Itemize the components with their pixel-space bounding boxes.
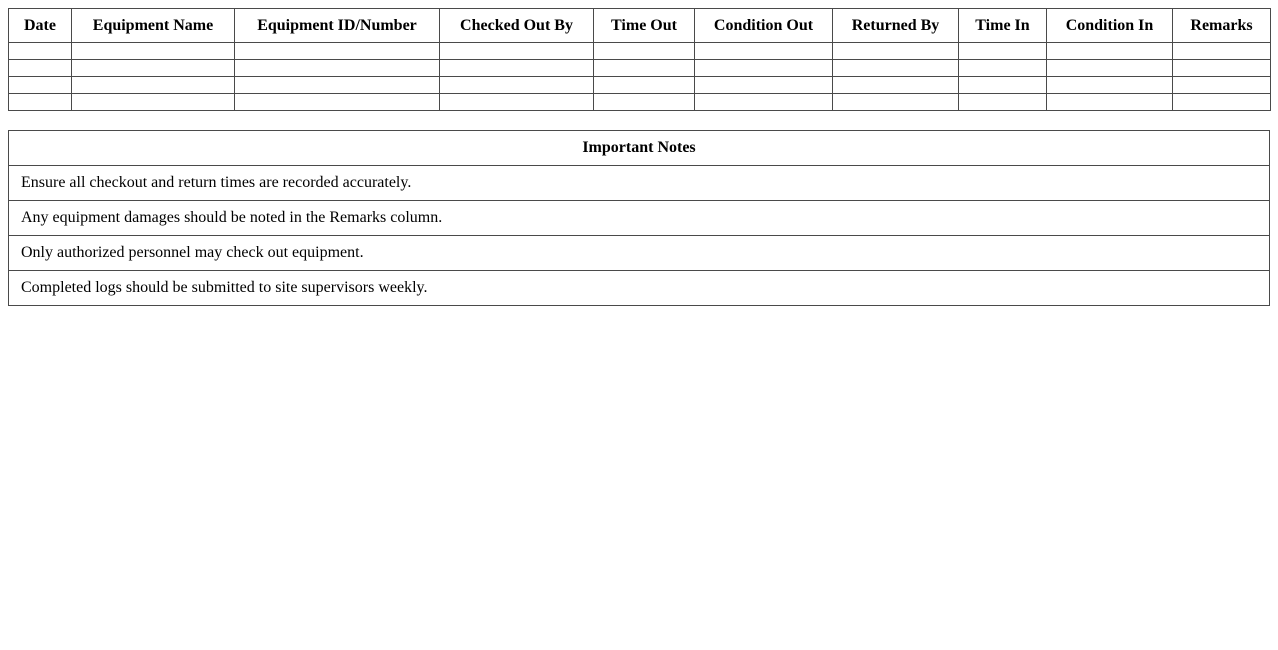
note-row [9,271,1270,306]
table-cell[interactable] [594,43,695,60]
table-row [9,77,1271,94]
column-header-remarks: Remarks [1173,9,1271,43]
table-cell[interactable] [833,43,959,60]
table-header-row [9,9,1271,43]
table-cell[interactable] [9,94,72,111]
important-notes-table [8,130,1270,306]
table-cell[interactable] [959,77,1047,94]
table-cell[interactable] [72,60,235,77]
table-row [9,43,1271,60]
table-cell[interactable] [235,43,440,60]
notes-title: Important Notes [9,131,1270,166]
note-text: Any equipment damages should be noted in the Remarks column. [9,201,1270,236]
table-cell[interactable] [1047,60,1173,77]
table-cell[interactable] [1047,94,1173,111]
table-row [9,94,1271,111]
column-header-condition-in: Condition In [1047,9,1173,43]
table-cell[interactable] [833,60,959,77]
table-cell[interactable] [9,60,72,77]
table-cell[interactable] [695,77,833,94]
column-header-checked-out-by: Checked Out By [440,9,594,43]
note-row [9,201,1270,236]
table-cell[interactable] [833,77,959,94]
table-cell[interactable] [833,94,959,111]
column-header-equipment-name: Equipment Name [72,9,235,43]
table-cell[interactable] [1173,43,1271,60]
table-cell[interactable] [235,77,440,94]
table-cell[interactable] [594,77,695,94]
table-cell[interactable] [695,43,833,60]
table-cell[interactable] [440,77,594,94]
table-cell[interactable] [440,43,594,60]
table-cell[interactable] [235,94,440,111]
table-row [9,60,1271,77]
notes-header-row [9,131,1270,166]
table-cell[interactable] [1173,77,1271,94]
table-cell[interactable] [959,43,1047,60]
table-cell[interactable] [72,94,235,111]
table-cell[interactable] [695,60,833,77]
note-text: Only authorized personnel may check out equipment. [9,236,1270,271]
table-cell[interactable] [1047,77,1173,94]
column-header-condition-out: Condition Out [695,9,833,43]
table-cell[interactable] [1047,43,1173,60]
table-cell[interactable] [440,60,594,77]
table-cell[interactable] [235,60,440,77]
table-cell[interactable] [695,94,833,111]
column-header-equipment-id: Equipment ID/Number [235,9,440,43]
column-header-date: Date [9,9,72,43]
table-cell[interactable] [440,94,594,111]
column-header-time-in: Time In [959,9,1047,43]
table-cell[interactable] [72,43,235,60]
table-cell[interactable] [1173,94,1271,111]
note-row [9,236,1270,271]
note-text: Completed logs should be submitted to site supervisors weekly. [9,271,1270,306]
table-cell[interactable] [1173,60,1271,77]
table-cell[interactable] [9,43,72,60]
column-header-time-out: Time Out [594,9,695,43]
equipment-log-table [8,8,1271,111]
table-cell[interactable] [9,77,72,94]
table-cell[interactable] [594,60,695,77]
table-cell[interactable] [72,77,235,94]
column-header-returned-by: Returned By [833,9,959,43]
note-text: Ensure all checkout and return times are recorded accurately. [9,166,1270,201]
note-row [9,166,1270,201]
table-cell[interactable] [594,94,695,111]
table-cell[interactable] [959,60,1047,77]
table-cell[interactable] [959,94,1047,111]
